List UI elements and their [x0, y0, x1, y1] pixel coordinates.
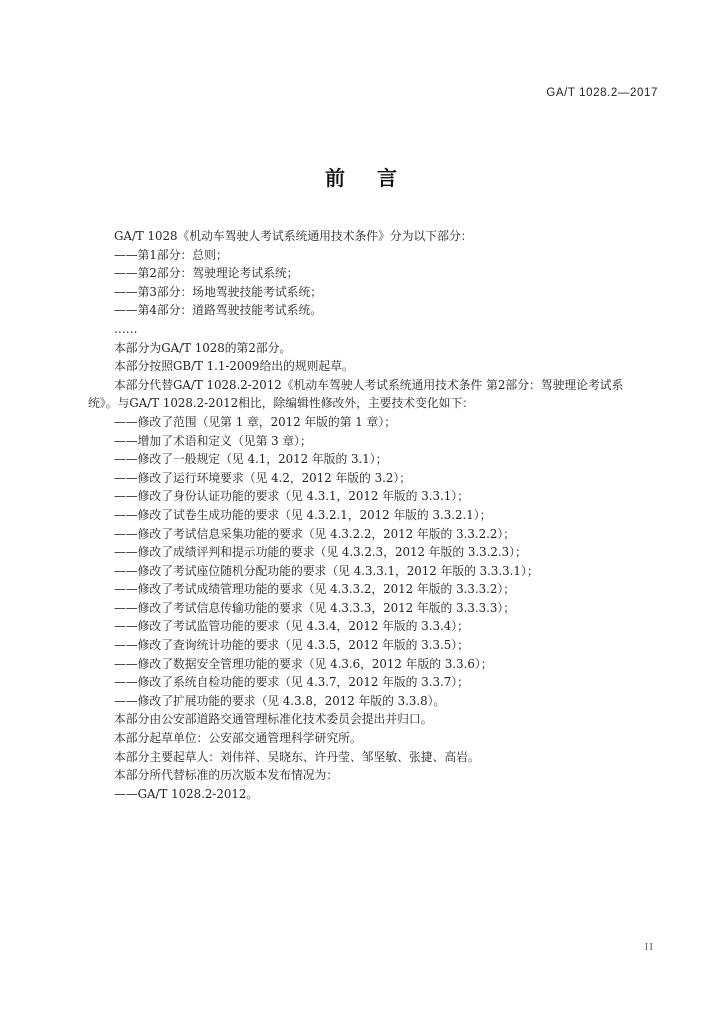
body-line: ——第3部分：场地驾驶技能考试系统；	[114, 284, 323, 299]
body-line: 本部分按照GB/T 1.1-2009给出的规则起草。	[114, 359, 354, 374]
body-line: ——修改了试卷生成功能的要求（见 4.3.2.1，2012 年版的 3.3.2.1）；	[114, 507, 492, 522]
body-line: 本部分代替GA/T 1028.2-2012《机动车驾驶人考试系统通用技术条件 第2部分：驾驶理论考试系	[114, 377, 624, 392]
body-line: ——增加了术语和定义（见第 3 章）；	[114, 433, 312, 448]
title-char-1: 前	[325, 166, 347, 190]
body-line: ——第2部分：驾驶理论考试系统；	[114, 266, 299, 281]
page-number: II	[644, 941, 654, 953]
body-line: ——修改了成绩评判和提示功能的要求（见 4.3.2.3，2012 年版的 3.3.2.3）；	[114, 545, 527, 560]
body-line: 本部分主要起草人：刘伟祥、吴晓东、许丹莹、邹坚敏、张捷、高岩。	[114, 749, 480, 764]
body-line: ……	[114, 321, 138, 336]
body-line: ——修改了运行环境要求（见 4.2，2012 年版的 3.2）；	[114, 470, 412, 485]
foreword-body	[88, 227, 663, 803]
body-line: ——修改了系统自检功能的要求（见 4.3.7，2012 年版的 3.3.7）；	[114, 675, 469, 690]
body-line: ——修改了考试信息传输功能的要求（见 4.3.3.3，2012 年版的 3.3.3.3）；	[114, 600, 516, 615]
body-line: ——修改了身份认证功能的要求（见 4.3.1，2012 年版的 3.3.1）；	[114, 489, 469, 504]
body-line: GA/T 1028《机动车驾驶人考试系统通用技术条件》分为以下部分：	[114, 229, 473, 243]
body-line: ——修改了考试座位随机分配功能的要求（见 4.3.3.1，2012 年版的 3.3.3.1）；	[114, 563, 539, 578]
body-line: ——第4部分：道路驾驶技能考试系统。	[114, 303, 323, 318]
body-line: ——修改了考试成绩管理功能的要求（见 4.3.3.2，2012 年版的 3.3.3.2）；	[114, 582, 516, 597]
body-line: ——修改了查询统计功能的要求（见 4.3.5，2012 年版的 3.3.5）；	[114, 638, 469, 653]
body-line: ——修改了扩展功能的要求（见 4.3.8，2012 年版的 3.3.8）。	[114, 693, 446, 708]
body-line: ——GA/T 1028.2-2012。	[114, 786, 259, 801]
body-line: ——修改了数据安全管理功能的要求（见 4.3.6，2012 年版的 3.3.6）；	[114, 656, 493, 671]
body-line: ——第1部分：总则；	[114, 247, 228, 262]
body-line: 本部分所代替标准的历次版本发布情况为：	[114, 768, 339, 783]
body-line: 本部分起草单位：公安部交通管理科学研究所。	[114, 731, 362, 746]
page-title	[0, 162, 724, 191]
body-line: ——修改了考试监管功能的要求（见 4.3.4，2012 年版的 3.3.4）；	[114, 619, 469, 634]
body-line: 本部分为GA/T 1028的第2部分。	[114, 340, 292, 355]
body-line: ——修改了考试信息采集功能的要求（见 4.3.2.2，2012 年版的 3.3.2.2）；	[114, 526, 516, 541]
body-line: ——修改了一般规定（见 4.1，2012 年版的 3.1）；	[114, 452, 388, 467]
body-line: ——修改了范围（见第 1 章，2012 年版的第 1 章）；	[114, 414, 397, 429]
title-char-2: 言	[377, 166, 399, 190]
standard-number: GA/T 1028.2—2017	[546, 87, 658, 99]
body-line: 本部分由公安部道路交通管理标准化技术委员会提出并归口。	[114, 712, 433, 727]
body-line: 统》。与GA/T 1028.2-2012相比，除编辑性修改外，主要技术变化如下：	[88, 396, 475, 411]
